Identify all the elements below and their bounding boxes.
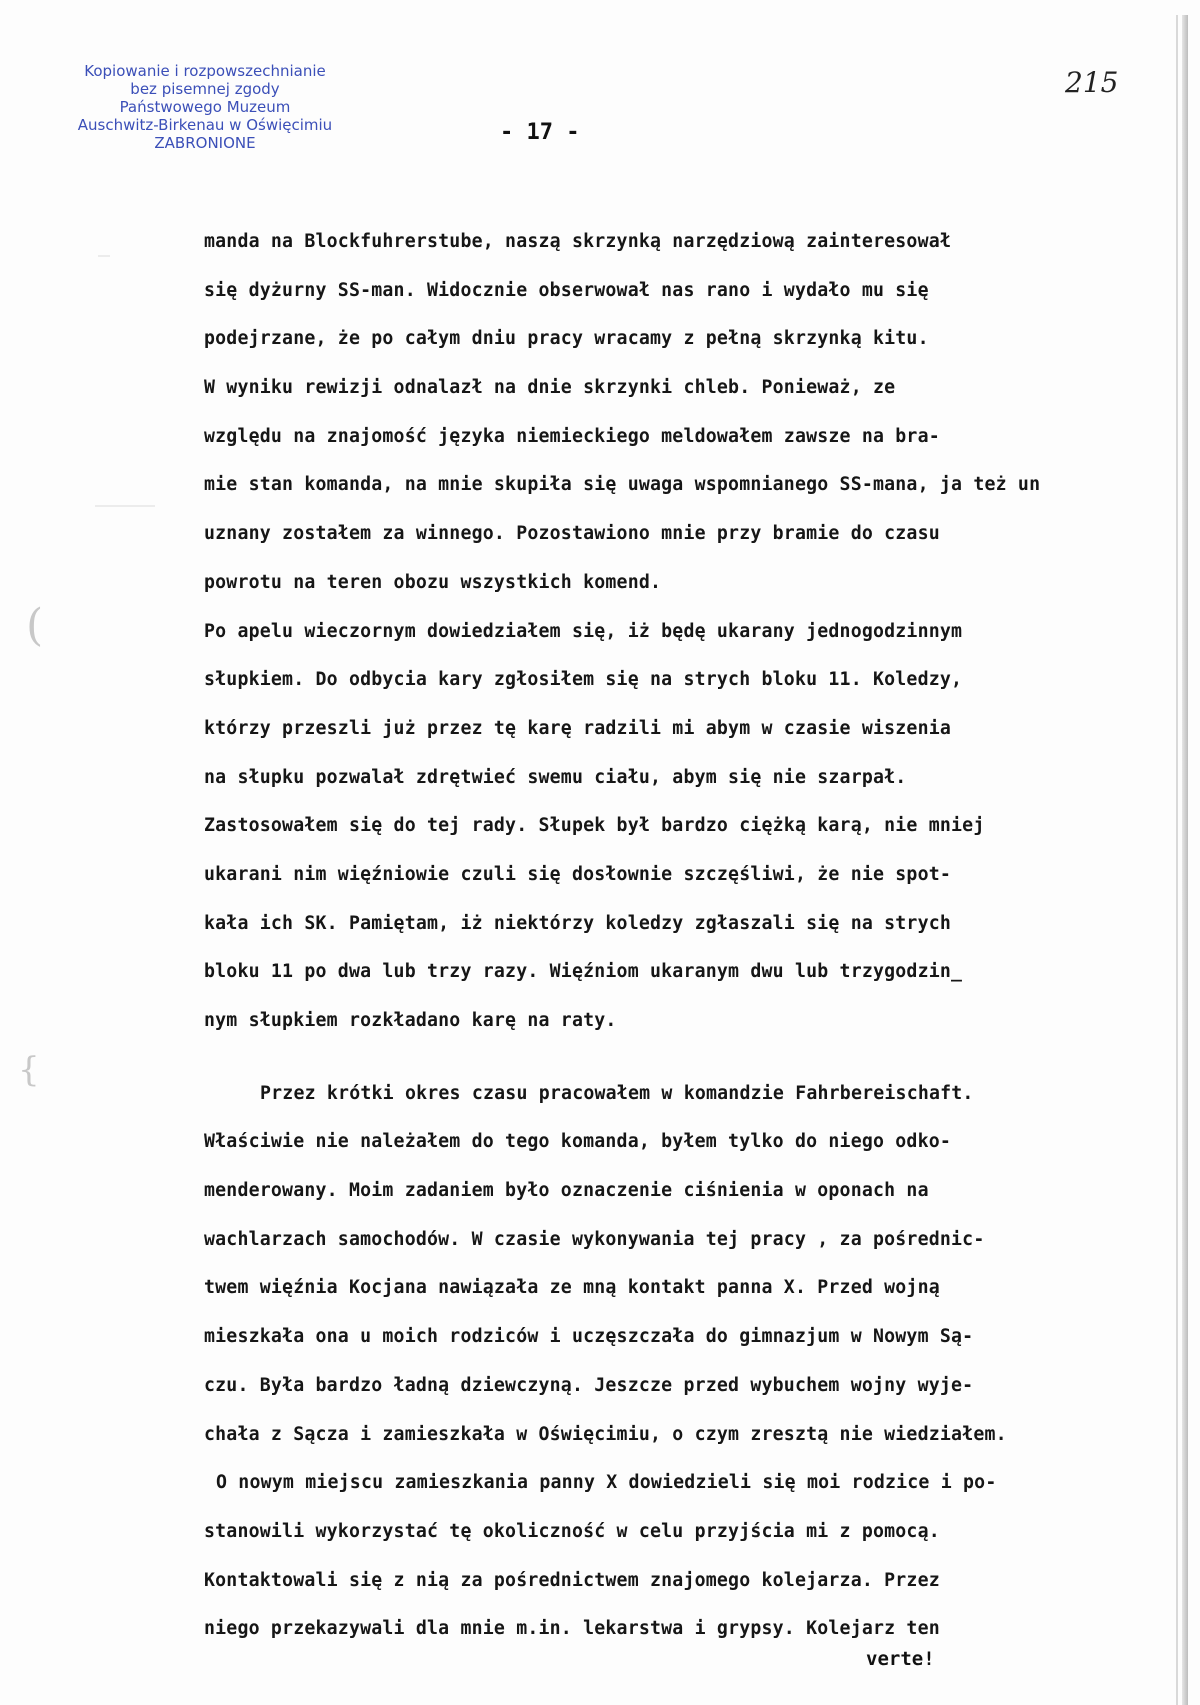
text-line: stanowili wykorzystać tę okoliczność w celu przyjścia mi z pomocą.: [204, 1520, 940, 1542]
stamp-line: Kopiowanie i rozpowszechnianie: [84, 62, 326, 80]
verte-note: verte!: [866, 1648, 935, 1670]
text-line: Kontaktowali się z nią za pośrednictwem znajomego kolejarza. Przez: [204, 1569, 940, 1591]
paragraph: [204, 1070, 1194, 1654]
bleed-through-mark: [95, 505, 155, 507]
text-line: twem więźnia Kocjana nawiązała ze mną kontakt panna X. Przed wojną: [204, 1277, 940, 1299]
text-line: mieszkała ona u moich rodziców i uczęszczała do gimnazjum w Nowym Są-: [204, 1326, 974, 1348]
text-line: Przez krótki okres czasu pracowałem w komandzie Fahrbereischaft.: [260, 1082, 974, 1104]
paragraph-gap: [204, 1046, 1194, 1070]
page-number: - 17 -: [500, 120, 580, 145]
text-line: nym słupkiem rozkładano karę na raty.: [204, 1010, 617, 1031]
text-line: kała ich SK. Pamiętam, iż niektórzy koledzy zgłaszali się na strych: [204, 912, 952, 934]
archive-page-number: 215: [1065, 66, 1119, 99]
text-line: uznany zostałem za winnego. Pozostawiono mnie przy bramie do czasu: [204, 523, 940, 545]
text-line: Zastosowałem się do tej rady. Słupek był bardzo ciężką karą, nie mniej: [204, 815, 985, 837]
text-line: czu. Była bardzo ładną dziewczyną. Jeszcze przed wybuchem wojny wyje-: [204, 1374, 974, 1396]
text-line: na słupku pozwalał zdrętwieć swemu ciału, abym się nie szarpał.: [204, 766, 907, 788]
text-line: się dyżurny SS-man. Widocznie obserwował nas rano i wydało mu się: [204, 279, 929, 301]
text-line: menderowany. Moim zadaniem było oznaczenie ciśnienia w oponach na: [204, 1180, 929, 1202]
margin-mark: {: [18, 1050, 40, 1090]
text-line: słupkiem. Do odbycia kary zgłosiłem się na strych bloku 11. Koledzy,: [204, 669, 963, 691]
text-line: względu na znajomość języka niemieckiego meldowałem zawsze na bra-: [204, 425, 940, 447]
text-line: wachlarzach samochodów. W czasie wykonywania tej pracy , za pośrednic-: [204, 1228, 985, 1250]
stamp-line: Auschwitz-Birkenau w Oświęcimiu: [77, 116, 333, 134]
text-line: Po apelu wieczornym dowiedziałem się, iż będę ukarany jednogodzinnym: [204, 620, 963, 642]
text-line: ukarani nim więźniowie czuli się dosłownie szczęśliwi, że nie spot-: [204, 863, 952, 885]
stamp-line: ZABRONIONE: [154, 134, 256, 152]
text-line: niego przekazywali dla mnie m.in. lekarstwa i grypsy. Kolejarz ten: [204, 1618, 940, 1640]
text-line: powrotu na teren obozu wszystkich komend.: [204, 571, 662, 593]
text-line: którzy przeszli już przez tę karę radzili mi abym w czasie wiszenia: [204, 717, 952, 739]
paragraph: [204, 608, 1194, 1046]
bleed-through-mark: [98, 255, 110, 257]
stamp-line: Państwowego Muzeum: [119, 98, 291, 116]
text-line: W wyniku rewizji odnalazł na dnie skrzynki chleb. Ponieważ, ze: [204, 377, 896, 399]
text-line: mie stan komanda, na mnie skupiła się uwaga wspomnianego SS-mana, ja też un: [204, 474, 1041, 496]
text-line: chała z Sącza i zamieszkała w Oświęcimiu, o czym zresztą nie wiedziałem.: [204, 1423, 1007, 1445]
text-line: O nowym miejscu zamieszkania panny X dowiedzieli się moi rodzice i po-: [216, 1472, 997, 1494]
stamp-line: bez pisemnej zgody: [130, 80, 280, 98]
copyright-stamp: [60, 62, 350, 152]
text-line: Właściwie nie należałem do tego komanda, byłem tylko do niego odko-: [204, 1131, 952, 1153]
margin-mark: (: [26, 600, 44, 651]
text-line: manda na Blockfuhrerstube, naszą skrzynką narzędziową zainteresował: [204, 231, 952, 252]
text-line: podejrzane, że po całym dniu pracy wracamy z pełną skrzynką kitu.: [204, 328, 929, 350]
text-line: bloku 11 po dwa lub trzy razy. Więźniom ukaranym dwu lub trzygodzin_: [204, 961, 963, 983]
typed-text-body: [204, 218, 1194, 1654]
paragraph: [204, 218, 1194, 608]
